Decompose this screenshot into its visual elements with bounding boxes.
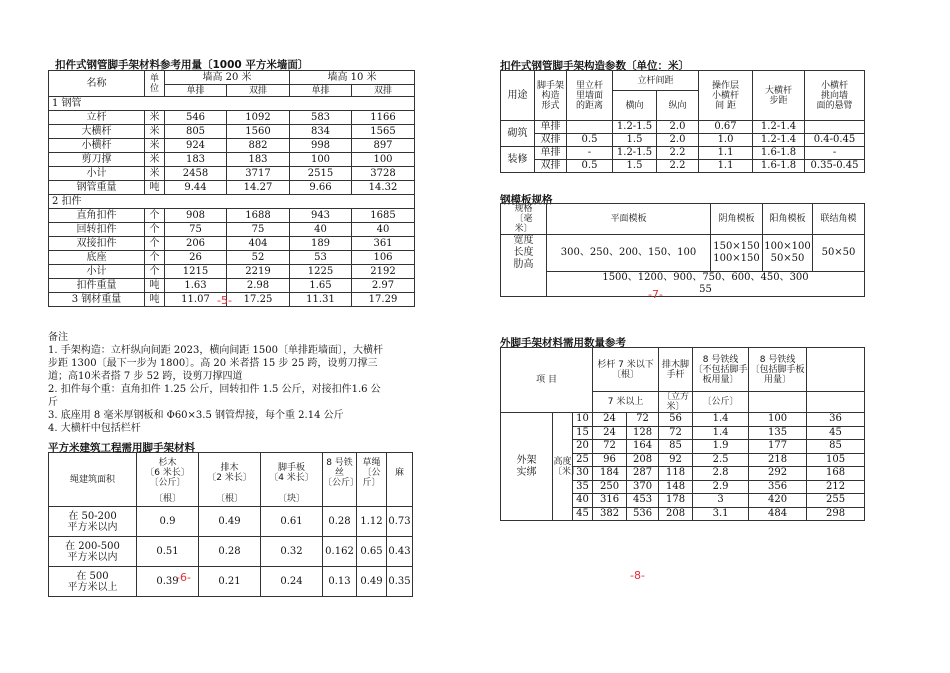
height-value: 25 bbox=[573, 453, 593, 467]
cell: 11.31 bbox=[290, 293, 352, 307]
cell: 个 bbox=[145, 223, 165, 237]
cell: - bbox=[567, 147, 613, 160]
page-number-5: -5- bbox=[217, 294, 232, 307]
table-row bbox=[49, 153, 415, 167]
header-name: 名称 bbox=[49, 71, 145, 97]
subheader-3: 双排 bbox=[352, 85, 415, 97]
cell: 2.8 bbox=[693, 467, 749, 481]
row-label: 扣件重量 bbox=[49, 279, 145, 293]
page-number-8: -8- bbox=[630, 569, 645, 582]
header-form: 脚手架 构造 形式 bbox=[535, 71, 567, 121]
outer-corner-values: 100×100 50×50 bbox=[763, 235, 813, 272]
cell: 双排 bbox=[535, 160, 567, 173]
cell: 0.28 bbox=[323, 507, 357, 537]
height-value: 30 bbox=[573, 467, 593, 481]
cell: 1.2-1.4 bbox=[753, 121, 805, 134]
cell: - bbox=[805, 147, 865, 160]
note-line: 2. 扣件每个重：直角扣件 1.25 公斤，回转扣件 1.5 公斤，对接扣件1.6 公 bbox=[48, 384, 381, 395]
cell: 100 bbox=[290, 153, 352, 167]
table-row bbox=[49, 181, 415, 195]
cell: 3 bbox=[693, 494, 749, 508]
cell: 米 bbox=[145, 153, 165, 167]
row-label: 回转扣件 bbox=[49, 223, 145, 237]
cell: 1.63 bbox=[165, 279, 227, 293]
cell: 453 bbox=[627, 494, 659, 508]
cell: 148 bbox=[659, 480, 693, 494]
table-row bbox=[49, 139, 415, 153]
note-line: 4. 大横杆中包括栏杆 bbox=[48, 423, 141, 434]
cell: 0.49 bbox=[199, 507, 261, 537]
cell: 45 bbox=[807, 426, 865, 440]
table2-title: 平方米建筑工程需用脚手架材料 bbox=[48, 442, 195, 454]
cell: 184 bbox=[593, 467, 627, 481]
table-row bbox=[49, 237, 415, 251]
cell: 1.9 bbox=[693, 440, 749, 454]
cell: 0.35-0.45 bbox=[805, 160, 865, 173]
cell: 米 bbox=[145, 139, 165, 153]
height-value: 40 bbox=[573, 494, 593, 508]
cell: 26 bbox=[165, 251, 227, 265]
cell: 106 bbox=[352, 251, 415, 265]
header-transverse: 横向 bbox=[613, 91, 657, 121]
table3-title: 扣件式钢管脚手架构造参数〔单位：米〕 bbox=[500, 60, 689, 72]
label-length: 长度 bbox=[513, 247, 534, 258]
cell: 36 bbox=[807, 413, 865, 427]
cell: 404 bbox=[227, 237, 290, 251]
cell: 168 bbox=[807, 467, 865, 481]
cell: 0.5 bbox=[567, 160, 613, 173]
cell: 2.2 bbox=[657, 160, 699, 173]
table-row bbox=[49, 507, 413, 537]
length-values: 1500、1200、900、750、600、450、300 bbox=[602, 271, 809, 283]
cell: 382 bbox=[593, 507, 627, 521]
header-spec: 规格 〔毫 米〕 bbox=[501, 204, 547, 235]
height-value: 35 bbox=[573, 480, 593, 494]
cell: 0.162 bbox=[323, 537, 357, 567]
cell: 单排 bbox=[535, 147, 567, 160]
header-col-4: 8 号铁丝 〔公斤〕 bbox=[323, 453, 357, 493]
cell: 72 bbox=[659, 426, 693, 440]
row-label: 小横杆 bbox=[49, 139, 145, 153]
cell: 546 bbox=[165, 111, 227, 125]
label-rib: 肋高 bbox=[513, 259, 534, 270]
side-label-height: 高度 〔米〕 bbox=[553, 413, 573, 521]
cell: 米 bbox=[145, 125, 165, 139]
notes-heading: 备注 bbox=[48, 332, 68, 343]
header-flat-formwork: 平面模板 bbox=[547, 204, 711, 235]
cell: 14.27 bbox=[227, 181, 290, 195]
header-outer-corner: 阳角模板 bbox=[763, 204, 813, 235]
header-joint-corner: 联结角模 bbox=[813, 204, 865, 235]
cell: 0.5 bbox=[567, 134, 613, 147]
cell: 2515 bbox=[290, 167, 352, 181]
table-row bbox=[49, 209, 415, 223]
cell: 85 bbox=[659, 440, 693, 454]
table-row bbox=[501, 413, 865, 427]
cell: 212 bbox=[807, 480, 865, 494]
cell: 2.0 bbox=[657, 134, 699, 147]
cell: 998 bbox=[290, 139, 352, 153]
cell: 0.73 bbox=[387, 507, 413, 537]
cell: 218 bbox=[749, 453, 807, 467]
rib-values: 55 bbox=[699, 283, 712, 295]
table-row bbox=[49, 125, 415, 139]
header-blank-2 bbox=[749, 392, 807, 413]
cell bbox=[567, 121, 613, 134]
cell: 17.29 bbox=[352, 293, 415, 307]
cell: 2192 bbox=[352, 265, 415, 279]
cell: 105 bbox=[807, 453, 865, 467]
cell: 361 bbox=[352, 237, 415, 251]
table-row bbox=[49, 567, 413, 597]
steel-material-table bbox=[48, 70, 415, 307]
row-label: 钢管重量 bbox=[49, 181, 145, 195]
header-item: 项 目 bbox=[501, 348, 593, 413]
cell: 0.65 bbox=[357, 537, 387, 567]
cell: 100 bbox=[352, 153, 415, 167]
cell: 个 bbox=[145, 251, 165, 265]
row-use: 砌筑 bbox=[501, 121, 535, 147]
cell: 1685 bbox=[352, 209, 415, 223]
row-use: 装修 bbox=[501, 147, 535, 173]
cell: 183 bbox=[227, 153, 290, 167]
cell: 208 bbox=[627, 453, 659, 467]
cell: 56 bbox=[659, 413, 693, 427]
unit-cell: 〔根〕 bbox=[137, 493, 199, 507]
cell: 943 bbox=[290, 209, 352, 223]
cell: 882 bbox=[227, 139, 290, 153]
cell: 484 bbox=[749, 507, 807, 521]
section-fasteners: 2 扣件 bbox=[49, 195, 415, 209]
unit-cell-empty bbox=[323, 493, 357, 507]
flat-width-values: 300、250、200、150、100 bbox=[547, 235, 711, 272]
cell: 1215 bbox=[165, 265, 227, 279]
cell: 1560 bbox=[227, 125, 290, 139]
cell: 3717 bbox=[227, 167, 290, 181]
cell: 3.1 bbox=[693, 507, 749, 521]
cell: 1.2-1.5 bbox=[613, 147, 657, 160]
header-work-layer: 操作层 小横杆 间 距 bbox=[699, 71, 753, 121]
header-inner-corner: 阴角模板 bbox=[711, 204, 763, 235]
cell: 897 bbox=[352, 139, 415, 153]
cell: 255 bbox=[807, 494, 865, 508]
cell: 356 bbox=[749, 480, 807, 494]
header-use: 用途 bbox=[501, 71, 535, 121]
cell: 14.32 bbox=[352, 181, 415, 195]
table-row bbox=[49, 167, 415, 181]
cell bbox=[805, 121, 865, 134]
cell: 250 bbox=[593, 480, 627, 494]
cell: 1225 bbox=[290, 265, 352, 279]
header-col-3: 脚手板 〔4 米长〕 bbox=[261, 453, 323, 493]
subheader-2: 单排 bbox=[290, 85, 352, 97]
cell: 100 bbox=[749, 413, 807, 427]
cell: 40 bbox=[290, 223, 352, 237]
height-value: 10 bbox=[573, 413, 593, 427]
cell: 0.4-0.45 bbox=[805, 134, 865, 147]
cell: 2.2 bbox=[657, 147, 699, 160]
cell: 189 bbox=[290, 237, 352, 251]
cell: 1.1 bbox=[699, 160, 753, 173]
header-7m-above: 7 米以上 bbox=[593, 392, 659, 413]
cell: 0.9 bbox=[137, 507, 199, 537]
header-height-10: 墙高 10 米 bbox=[290, 71, 415, 85]
row-label: 小计 bbox=[49, 167, 145, 181]
steel-formwork-spec-table bbox=[500, 203, 865, 297]
cell: 208 bbox=[659, 507, 693, 521]
cell: 0.39 bbox=[137, 567, 199, 597]
cell: 9.44 bbox=[165, 181, 227, 195]
cell: 吨 bbox=[145, 279, 165, 293]
cell: 96 bbox=[593, 453, 627, 467]
row-label: 在 50-200 平方米以内 bbox=[49, 507, 137, 537]
header-col-0: 绳建筑面积 bbox=[49, 453, 137, 507]
cell: 0.49 bbox=[357, 567, 387, 597]
cell: 1.4 bbox=[693, 413, 749, 427]
header-big-bar-step: 大横杆 步距 bbox=[753, 71, 805, 121]
header-longitudinal: 纵向 bbox=[657, 91, 699, 121]
cell: 吨 bbox=[145, 181, 165, 195]
cell: 个 bbox=[145, 265, 165, 279]
cell: 292 bbox=[749, 467, 807, 481]
unit-cell-empty bbox=[387, 493, 413, 507]
table-row bbox=[49, 265, 415, 279]
cell: 72 bbox=[627, 413, 659, 427]
header-small-bar-cantilever: 小横杆 挑向墙 面的悬臂 bbox=[805, 71, 865, 121]
cell: 24 bbox=[593, 413, 627, 427]
page-number-6: -6- bbox=[176, 571, 191, 584]
cell: 183 bbox=[165, 153, 227, 167]
notes-block bbox=[48, 331, 383, 435]
cell: 1.6-1.8 bbox=[753, 160, 805, 173]
row-width-length-label bbox=[501, 235, 547, 272]
cell: 0.32 bbox=[261, 537, 323, 567]
building-area-material-table bbox=[48, 452, 413, 597]
cell: 0.43 bbox=[387, 537, 413, 567]
header-blank bbox=[807, 348, 865, 392]
table4-title: 钢模板规格 bbox=[500, 194, 553, 206]
cell: 0.51 bbox=[137, 537, 199, 567]
header-wire-incl: 8 号铁线 〔包括脚手板用量〕 bbox=[749, 348, 807, 392]
cell: 0.35 bbox=[387, 567, 413, 597]
header-col-2: 排木 〔2 米长〕 bbox=[199, 453, 261, 493]
row-label: 剪刀撑 bbox=[49, 153, 145, 167]
cell: 40 bbox=[352, 223, 415, 237]
table-row bbox=[49, 223, 415, 237]
scaffold-structure-param-table bbox=[500, 70, 865, 173]
cell: 834 bbox=[290, 125, 352, 139]
side-label: 外架 实绑 bbox=[501, 413, 553, 521]
cell: 2458 bbox=[165, 167, 227, 181]
note-line: 道；高10米者搭 7 步 52 跨，设剪刀撑四道 bbox=[48, 371, 243, 382]
cell: 1565 bbox=[352, 125, 415, 139]
cell: 2.5 bbox=[693, 453, 749, 467]
cell: 128 bbox=[627, 426, 659, 440]
cell: 92 bbox=[659, 453, 693, 467]
note-line: 斤 bbox=[48, 397, 58, 408]
table-row bbox=[49, 279, 415, 293]
joint-corner-values: 50×50 bbox=[813, 235, 865, 272]
header-wire-excl: 8 号铁线 〔不包括脚手板用量〕 bbox=[693, 348, 749, 392]
cell: 75 bbox=[165, 223, 227, 237]
table-row bbox=[49, 111, 415, 125]
cell: 177 bbox=[749, 440, 807, 454]
cell: 0.61 bbox=[261, 507, 323, 537]
cell: 583 bbox=[290, 111, 352, 125]
cell: 1688 bbox=[227, 209, 290, 223]
header-pole-spacing: 立杆间距 bbox=[613, 71, 699, 91]
subheader-0: 单排 bbox=[165, 85, 227, 97]
cell: 0.21 bbox=[199, 567, 261, 597]
cell: 298 bbox=[807, 507, 865, 521]
table-row bbox=[49, 251, 415, 265]
row-label: 双接扣件 bbox=[49, 237, 145, 251]
row-label: 3 钢材重量 bbox=[49, 293, 145, 307]
header-unit-m3: 〔立方米〕 bbox=[659, 392, 693, 413]
table-row bbox=[49, 537, 413, 567]
row-label: 小计 bbox=[49, 265, 145, 279]
cell: 206 bbox=[165, 237, 227, 251]
row-label: 在 200-500 平方米以内 bbox=[49, 537, 137, 567]
cell: 1.2-1.4 bbox=[753, 134, 805, 147]
cell: 2.97 bbox=[352, 279, 415, 293]
cell: 1092 bbox=[227, 111, 290, 125]
cell: 1.4 bbox=[693, 426, 749, 440]
table1-title: 扣件式钢管脚手架材料参考用量〔1000 平方米墙面〕 bbox=[55, 59, 309, 71]
cell: 164 bbox=[627, 440, 659, 454]
page-number-7: -7- bbox=[648, 288, 663, 301]
cell: 908 bbox=[165, 209, 227, 223]
cell: 0.67 bbox=[699, 121, 753, 134]
height-value: 20 bbox=[573, 440, 593, 454]
header-unit: 单 位 bbox=[145, 71, 165, 97]
header-col-1: 杉木 〔6 米长〕 〔公斤〕 bbox=[137, 453, 199, 493]
cell: 1.6-1.8 bbox=[753, 147, 805, 160]
cell: 135 bbox=[749, 426, 807, 440]
cell: 420 bbox=[749, 494, 807, 508]
cell: 924 bbox=[165, 139, 227, 153]
cell: 53 bbox=[290, 251, 352, 265]
cell: 1.1 bbox=[699, 147, 753, 160]
cell: 178 bbox=[659, 494, 693, 508]
row-label: 直角扣件 bbox=[49, 209, 145, 223]
cell: 1.5 bbox=[613, 160, 657, 173]
table-row bbox=[501, 147, 865, 160]
cell: 米 bbox=[145, 167, 165, 181]
external-scaffold-quantity-table bbox=[500, 347, 865, 521]
cell: 85 bbox=[807, 440, 865, 454]
cell: 536 bbox=[627, 507, 659, 521]
cell: 805 bbox=[165, 125, 227, 139]
unit-cell: 〔块〕 bbox=[261, 493, 323, 507]
table-row bbox=[501, 134, 865, 147]
cell: 米 bbox=[145, 111, 165, 125]
subheader-1: 双排 bbox=[227, 85, 290, 97]
row-label: 大横杆 bbox=[49, 125, 145, 139]
cell: 2.9 bbox=[693, 480, 749, 494]
cell: 单排 bbox=[535, 121, 567, 134]
cell: 17.25 bbox=[227, 293, 290, 307]
row-label: 立杆 bbox=[49, 111, 145, 125]
inner-corner-values: 150×150 100×150 bbox=[711, 235, 763, 272]
length-rib-values bbox=[547, 271, 865, 296]
unit-cell: 〔根〕 bbox=[199, 493, 261, 507]
note-line: 3. 底座用 8 毫米厚钢板和 Φ60×3.5 钢管焊接，每个重 2.14 公斤 bbox=[48, 410, 344, 421]
row-label: 在 500 平方米以上 bbox=[49, 567, 137, 597]
cell: 52 bbox=[227, 251, 290, 265]
unit-cell-empty bbox=[357, 493, 387, 507]
header-blank-3 bbox=[807, 392, 865, 413]
height-value: 45 bbox=[573, 507, 593, 521]
table5-title: 外脚手架材料需用数量参考 bbox=[500, 337, 626, 349]
row-label: 底座 bbox=[49, 251, 145, 265]
cell: 3728 bbox=[352, 167, 415, 181]
cell: 0.24 bbox=[261, 567, 323, 597]
cell: 1.0 bbox=[699, 134, 753, 147]
section-steel-pipe: 1 钢管 bbox=[49, 97, 415, 111]
cell: 370 bbox=[627, 480, 659, 494]
cell: 287 bbox=[627, 467, 659, 481]
label-width: 宽度 bbox=[513, 235, 534, 246]
header-inner-distance: 里立杆 里墙面 的距离 bbox=[567, 71, 613, 121]
cell: 1.65 bbox=[290, 279, 352, 293]
cell: 双排 bbox=[535, 134, 567, 147]
cell: 1.12 bbox=[357, 507, 387, 537]
header-height-20: 墙高 20 米 bbox=[165, 71, 290, 85]
cell: 2.98 bbox=[227, 279, 290, 293]
cell: 1.5 bbox=[613, 134, 657, 147]
cell: 2219 bbox=[227, 265, 290, 279]
cell: 个 bbox=[145, 237, 165, 251]
header-col-6: 麻 bbox=[387, 453, 413, 493]
table-row bbox=[501, 121, 865, 134]
cell: 1166 bbox=[352, 111, 415, 125]
header-col-5: 草绳 〔公斤〕 bbox=[357, 453, 387, 493]
header-unit-kg: 〔公斤〕 bbox=[693, 392, 749, 413]
cell: 75 bbox=[227, 223, 290, 237]
cell: 118 bbox=[659, 467, 693, 481]
header-fir-pole: 杉杆 7 米以下 〔根〕 bbox=[593, 348, 659, 392]
table-row bbox=[501, 160, 865, 173]
cell: 9.66 bbox=[290, 181, 352, 195]
cell: 72 bbox=[593, 440, 627, 454]
note-line: 1. 手架构造：立杆纵向间距 2023，横向间距 1500〔单排距墙面〕，大横杆 bbox=[48, 345, 383, 356]
cell: 24 bbox=[593, 426, 627, 440]
height-value: 15 bbox=[573, 426, 593, 440]
cell: 2.0 bbox=[657, 121, 699, 134]
cell: 0.28 bbox=[199, 537, 261, 567]
cell: 吨 bbox=[145, 293, 165, 307]
header-pai-pole: 排木脚手杆 bbox=[659, 348, 693, 392]
cell: 个 bbox=[145, 209, 165, 223]
cell: 316 bbox=[593, 494, 627, 508]
cell: 11.07 bbox=[165, 293, 227, 307]
empty-cell bbox=[501, 271, 547, 296]
cell: 0.13 bbox=[323, 567, 357, 597]
cell: 1.2-1.5 bbox=[613, 121, 657, 134]
note-line: 步距 1300〔最下一步为 1800〕。高 20 米者搭 15 步 25 跨，设剪刀撑三 bbox=[48, 358, 378, 369]
